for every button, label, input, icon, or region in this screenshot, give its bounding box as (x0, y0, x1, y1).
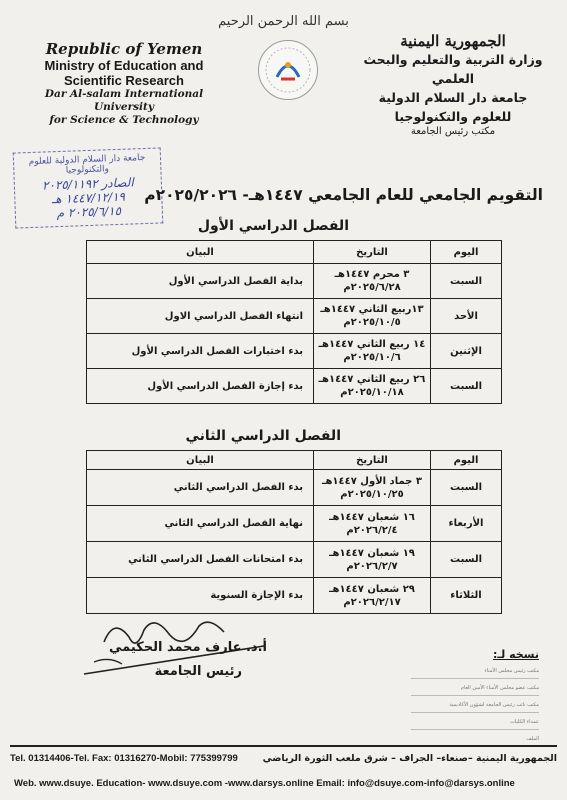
stamp-date-hijri: ١٤٤٧/١٢/١٩ هـ (51, 189, 126, 207)
table-row (87, 506, 502, 542)
date-greg: ٢٠٢٦/٢/٧م (346, 560, 398, 572)
republic-ar: الجمهورية اليمنية (400, 32, 506, 50)
copy-to-item: مكتب رئيس مجلس الأمناء (411, 668, 539, 679)
row-day: السبت (431, 542, 502, 578)
header-day: اليوم (431, 451, 502, 470)
row-day: الأربعاء (431, 506, 502, 542)
semester-2-title: الفصل الدراسي الثاني (185, 428, 341, 444)
header-date: التاريخ (314, 241, 431, 264)
header-desc: البيان (87, 241, 314, 264)
republic-en: Republic of Yemen (45, 40, 203, 58)
university-ar-1: جامعة دار السلام الدولية (378, 90, 528, 105)
row-date (314, 369, 431, 404)
copy-to-label: نسخه لـ: (492, 648, 539, 661)
basmala: بسم الله الرحمن الرحيم (218, 14, 349, 29)
row-desc: بدء امتحانات الفصل الدراسي الثاني (87, 542, 314, 578)
table-row (87, 542, 502, 578)
copy-to-list (411, 668, 539, 753)
ministry-ar: وزارة التربية والتعليم والبحث العلمي (363, 52, 543, 86)
date-greg: ٢٠٢٥/١٠/٥م (343, 317, 401, 328)
university-ar-2: للعلوم والتكنولوجيا (394, 109, 512, 124)
table-header-row (87, 451, 502, 470)
arabic-letterhead (353, 32, 553, 137)
footer-phones: Tel. 01314406-Tel. Fax: 01316270-Mobil: 775399799 (10, 753, 238, 764)
table-row (87, 470, 502, 506)
copy-to-item: مكتب نائب رئيس الجامعة لشؤون الأكاديمية (411, 702, 539, 713)
table-row (87, 369, 502, 404)
header-day: اليوم (431, 241, 502, 264)
table-row (87, 264, 502, 299)
president-office-ar: مكتب رئيس الجامعة (410, 126, 496, 137)
stamp-date-greg: ٢٠٢٥/٦/١٥ م (56, 203, 122, 221)
row-desc: بدء الفصل الدراسي الثاني (87, 470, 314, 506)
date-hijri: ٢٦ ربيع الثاني ١٤٤٧هـ (318, 374, 426, 385)
copy-to-item: مكتب عضو مجلس الأمناء الأمين العام (411, 685, 539, 696)
row-desc: بدء الإجازة السنوية (87, 578, 314, 614)
date-hijri: ٢٩ شعبان ١٤٤٧هـ (329, 583, 415, 595)
row-day: الإثنين (431, 334, 502, 369)
date-greg: ٢٠٢٦/٢/٤م (346, 524, 398, 536)
copy-to-item: الملف (411, 736, 539, 747)
copy-to-item: عمداء الكليات (411, 719, 539, 730)
table-header-row (87, 241, 502, 264)
university-en-1: Dar Al-salam International University (44, 88, 204, 113)
footer-web: Web. www.dsuye. Education- www.dsuye.com -www.darsys.online Email: info@dsuye.com-info@darsys.online (14, 778, 515, 789)
row-day: الأحد (431, 299, 502, 334)
signatory-name: أ.د. عارف محمد الحكيمي (108, 640, 267, 655)
date-hijri: ١٤ ربيع الثاني ١٤٤٧هـ (318, 339, 426, 350)
row-day: السبت (431, 369, 502, 404)
date-greg: ٢٠٢٦/٢/١٧م (343, 596, 401, 608)
university-en-2: for Science & Technology (49, 114, 199, 126)
calendar-title: التقويم الجامعي للعام الجامعي ١٤٤٧هـ- ٢٠٢٥/٢٠٢٦م (144, 186, 543, 204)
stamp-university: جامعة دار السلام الدولية للعلوم والتكنولوجيا (28, 152, 146, 176)
ministry-en-1: Ministry of Education and (44, 58, 204, 73)
date-greg: ٢٠٢٥/١٠/١٨م (340, 387, 404, 398)
row-day: السبت (431, 264, 502, 299)
header-desc: البيان (87, 451, 314, 470)
row-desc: بدء اختبارات الفصل الدراسي الأول (87, 334, 314, 369)
row-date (314, 470, 431, 506)
english-letterhead (14, 40, 234, 127)
header-date: التاريخ (314, 451, 431, 470)
table-row (87, 299, 502, 334)
row-day: الثلاثاء (431, 578, 502, 614)
date-hijri: ١٩ شعبان ١٤٤٧هـ (329, 547, 415, 559)
row-date (314, 334, 431, 369)
table-row (87, 578, 502, 614)
row-desc: بداية الفصل الدراسي الأول (87, 264, 314, 299)
date-hijri: ٣ جماد الأول ١٤٤٧هـ (322, 475, 422, 487)
semester-1-title: الفصل الدراسي الأول (197, 218, 349, 234)
row-date (314, 542, 431, 578)
stamp-number: الصادر ٢٠٢٥/١١٩٢ (41, 175, 134, 193)
footer-address: الجمهورية اليمنية –صنعاء– الجراف – شرق ملعب الثورة الرياضي (262, 753, 557, 764)
date-hijri: ٣ محرم ١٤٤٧هـ (334, 269, 410, 280)
ministry-en-2: Scientific Research (64, 73, 184, 88)
table-row (87, 334, 502, 369)
footer-divider (10, 745, 557, 747)
row-date (314, 506, 431, 542)
row-day: السبت (431, 470, 502, 506)
row-desc: نهاية الفصل الدراسي الثاني (87, 506, 314, 542)
registry-stamp (13, 147, 164, 228)
row-date (314, 578, 431, 614)
date-greg: ٢٠٢٥/١٠/٦م (343, 352, 401, 363)
signatory-title: رئيس الجامعة (154, 664, 242, 679)
semester-2-table (86, 450, 502, 614)
date-greg: ٢٠٢٥/١٠/٢٥م (340, 488, 404, 500)
date-hijri: ١٣ربيع الثاني ١٤٤٧هـ (320, 304, 424, 315)
row-date (314, 299, 431, 334)
date-hijri: ١٦ شعبان ١٤٤٧هـ (329, 511, 415, 523)
row-desc: بدء إجازة الفصل الدراسي الأول (87, 369, 314, 404)
row-desc: انتهاء الفصل الدراسي الاول (87, 299, 314, 334)
university-logo (258, 40, 318, 100)
semester-1-table (86, 240, 502, 404)
row-date (314, 264, 431, 299)
date-greg: ٢٠٢٥/٦/٢٨م (343, 282, 401, 293)
